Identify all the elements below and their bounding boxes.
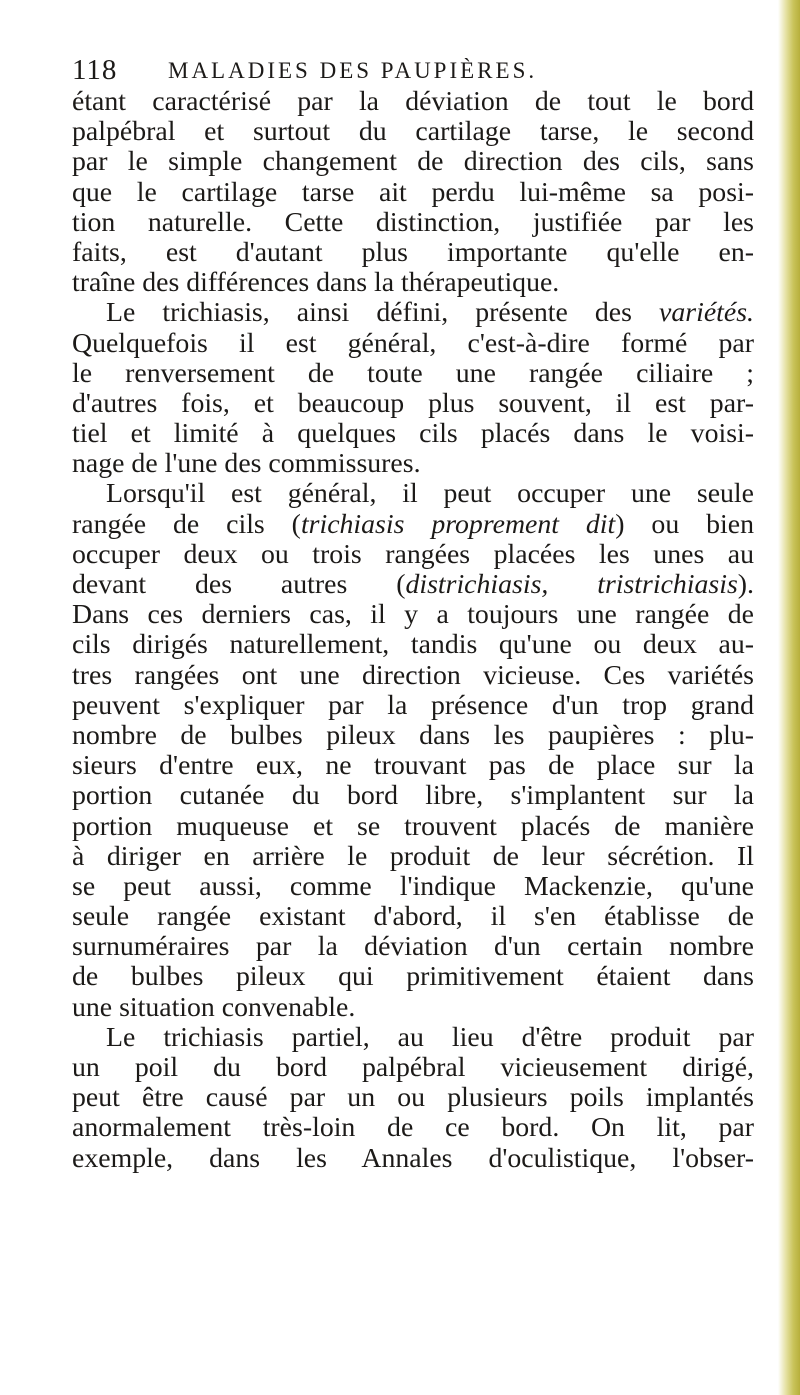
text-line: anormalement très-loin de ce bord. On lit, par xyxy=(72,1112,754,1144)
text-line xyxy=(72,570,754,600)
text-line xyxy=(72,510,754,540)
text-line: nage de l'une des commissures. xyxy=(72,448,421,480)
text-line: portion muqueuse et se trouvent placés de manière xyxy=(72,810,754,842)
text-line: le renversement de toute une rangée ciliaire ; xyxy=(72,357,754,389)
page-number: 118 xyxy=(72,54,118,86)
text-line: sieurs d'entre eux, ne trouvant pas de place sur la xyxy=(72,750,754,782)
italic-term: variétés. xyxy=(659,297,754,329)
text-line: portion cutanée du bord libre, s'implantent sur la xyxy=(72,780,754,812)
text-run: devant des autres ( xyxy=(72,569,406,600)
text-line: Lorsqu'il est général, il peut occuper une seule xyxy=(106,478,754,510)
text-line: un poil du bord palpébral vicieusement dirigé, xyxy=(72,1052,754,1083)
text-line: faits, est d'autant plus importante qu'elle en- xyxy=(72,236,754,268)
text-line: peuvent s'expliquer par la présence d'un trop grand xyxy=(72,689,754,721)
text-line: traîne des différences dans la thérapeutique. xyxy=(72,267,560,299)
text-line: exemple, dans les Annales d'oculistique, l'obser- xyxy=(72,1142,754,1174)
text-line: surnuméraires par la déviation d'un certain nombre xyxy=(72,931,754,963)
text-line: tion naturelle. Cette distinction, justifiée par les xyxy=(72,206,754,238)
italic-term: trichiasis proprement dit xyxy=(300,508,616,540)
page-edge xyxy=(778,0,800,1395)
text-line: tiel et limité à quelques cils placés dans le voisi- xyxy=(72,418,754,450)
text-line: palpébral et surtout du cartilage tarse, le second xyxy=(72,116,754,148)
text-line: seule rangée existant d'abord, il s'en établisse de xyxy=(72,901,754,933)
text-line: tres rangées ont une direction vicieuse. Ces variétés xyxy=(72,659,754,691)
text-line: peut être causé par un ou plusieurs poils implantés xyxy=(72,1082,754,1114)
text-line: étant caractérisé par la déviation de tout le bord xyxy=(72,86,754,117)
italic-term: districhiasis, tristrichiasis xyxy=(405,569,738,600)
text-run: ) ou bien xyxy=(615,508,755,540)
body-text xyxy=(72,87,754,1174)
text-line: se peut aussi, comme l'indique Mackenzie, qu'une xyxy=(72,870,754,902)
text-line: Le trichiasis partiel, au lieu d'être produit par xyxy=(106,1021,754,1053)
text-line xyxy=(72,298,754,328)
text-run: Le trichiasis, ainsi défini, présente des xyxy=(106,297,660,329)
text-line: que le cartilage tarse ait perdu lui-même sa posi- xyxy=(72,176,754,208)
text-line: d'autres fois, et beaucoup plus souvent, il est par- xyxy=(72,387,754,419)
text-line: une situation convenable. xyxy=(72,991,356,1023)
running-title: MALADIES DES PAUPIÈRES. xyxy=(168,58,538,83)
text-run: rangée de cils ( xyxy=(72,508,301,540)
text-line: de bulbes pileux qui primitivement étaient dans xyxy=(72,961,754,993)
text-line: occuper deux ou trois rangées placées les unes au xyxy=(72,538,754,570)
text-line: cils dirigés naturellement, tandis qu'une ou deux au- xyxy=(72,629,754,661)
text-line: par le simple changement de direction des cils, sans xyxy=(72,146,754,178)
text-line: à diriger en arrière le produit de leur sécrétion. Il xyxy=(72,840,754,872)
text-line: nombre de bulbes pileux dans les paupières : plu- xyxy=(72,719,754,751)
text-line: Quelquefois il est général, c'est-à-dire formé par xyxy=(72,327,754,359)
text-line: Dans ces derniers cas, il y a toujours une rangée de xyxy=(72,599,754,631)
text-run: ). xyxy=(737,569,755,600)
